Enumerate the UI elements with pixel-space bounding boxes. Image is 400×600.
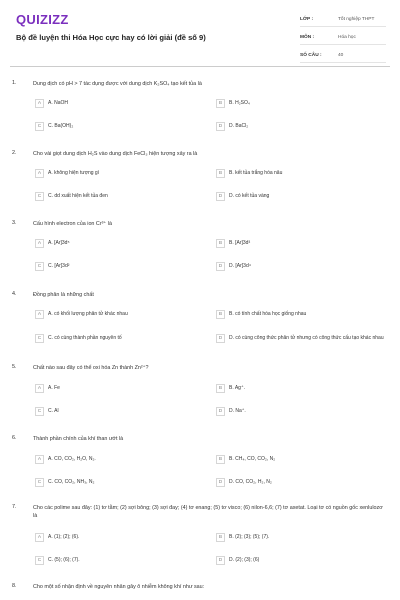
option-letter: C — [35, 478, 44, 487]
option-letter: A — [35, 99, 44, 108]
quizizz-logo: QUIZIZZ — [16, 12, 69, 27]
option-letter: C — [35, 122, 44, 131]
option-letter: A — [35, 239, 44, 248]
option-b[interactable] — [216, 531, 269, 543]
option-text: D. có kết tủa vàng — [229, 193, 270, 199]
option-text: C. Al — [48, 408, 59, 414]
option-letter: C — [35, 407, 44, 416]
option-b[interactable] — [216, 453, 275, 465]
option-b[interactable] — [216, 237, 250, 249]
option-a[interactable] — [35, 453, 96, 465]
option-text: A. CO, CO₂, H₂O, N₂. — [48, 456, 96, 462]
option-text: A. NaOH — [48, 100, 69, 106]
question-number: 8. — [12, 583, 17, 589]
option-a[interactable] — [35, 167, 99, 179]
option-letter: B — [216, 310, 225, 319]
question-number: 3. — [12, 220, 17, 226]
option-text: A. không hiện tượng gì — [48, 170, 100, 176]
question-text: Đồng phân là những chất — [33, 292, 94, 298]
option-text: B. có tính chất hóa học giống nhau — [229, 311, 307, 317]
meta-class-row — [300, 12, 386, 27]
question-number: 7. — [12, 504, 17, 510]
question-number: 1. — [12, 80, 17, 86]
option-c[interactable] — [35, 476, 94, 488]
option-d[interactable] — [216, 190, 269, 202]
option-d[interactable] — [216, 120, 248, 132]
option-text: A. Fe — [48, 385, 60, 391]
option-c[interactable] — [35, 554, 80, 566]
option-letter: A — [35, 384, 44, 393]
option-letter: C — [35, 192, 44, 201]
option-c[interactable] — [35, 332, 122, 344]
question-text: Chất nào sau đây có thể oxi hóa Zn thành Zn²⁺? — [33, 365, 149, 371]
option-text: D. (2); (3); (6) — [229, 557, 260, 563]
option-letter: D — [216, 407, 225, 416]
question-text: Cho một số nhận định về nguyên nhân gây ô nhiễm không khí như sau: — [33, 584, 205, 590]
option-a[interactable] — [35, 382, 60, 394]
option-text: B. CH₄, CO, CO₂, N₂ — [229, 456, 276, 462]
meta-value: Tốt nghiệp THPT — [338, 16, 375, 22]
option-text: D. Na⁺. — [229, 408, 246, 414]
meta-count-row — [300, 48, 386, 63]
option-text: A. có khối lượng phân tử khác nhau — [48, 311, 128, 317]
meta-key: SỐ CÂU : — [300, 52, 322, 58]
question-number: 6. — [12, 435, 17, 441]
option-letter: B — [216, 384, 225, 393]
option-letter: A — [35, 455, 44, 464]
option-d[interactable] — [216, 405, 246, 417]
option-b[interactable] — [216, 97, 250, 109]
option-text: D. có cùng công thức phân tử nhưng có công thức cấu tạo khác nhau — [229, 335, 384, 341]
option-text: A. (1); (2); (6). — [48, 534, 80, 540]
option-letter: A — [35, 169, 44, 178]
option-d[interactable] — [216, 476, 272, 488]
meta-value: 40 — [338, 52, 344, 58]
option-text: B. (2); (3); (5); (7). — [229, 534, 270, 540]
option-a[interactable] — [35, 308, 128, 320]
option-letter: D — [216, 122, 225, 131]
meta-value: Hóa học — [338, 34, 356, 40]
question-number: 5. — [12, 364, 17, 370]
option-letter: C — [35, 262, 44, 271]
question-text: Cho vài giọt dung dịch H₂S vào dung dịch FeCl₃ hiện tượng xảy ra là — [33, 151, 198, 157]
meta-key: LỚP : — [300, 16, 314, 22]
option-letter: A — [35, 310, 44, 319]
option-text: C. Ba(OH)₂ — [48, 123, 74, 129]
option-text: B. [Ar]3d³ — [229, 240, 251, 246]
option-c[interactable] — [35, 405, 59, 417]
option-letter: D — [216, 334, 225, 343]
option-text: A. [Ar]3d⁵ — [48, 240, 70, 246]
option-letter: B — [216, 239, 225, 248]
option-text: B. Ag⁺. — [229, 385, 245, 391]
option-text: C. có cùng thành phần nguyên tố — [48, 335, 122, 341]
option-letter: B — [216, 533, 225, 542]
option-c[interactable] — [35, 260, 69, 272]
option-d[interactable] — [216, 260, 251, 272]
meta-key: MÔN : — [300, 34, 315, 40]
worksheet-meta — [300, 12, 386, 66]
meta-subject-row — [300, 30, 386, 45]
question-text: Thành phần chính của khí than ướt là — [33, 436, 124, 442]
question-text: Dung dịch có pH > 7 tác dụng được với dung dịch K₂SO₄ tạo kết tủa là — [33, 81, 202, 87]
option-d[interactable] — [216, 332, 399, 344]
option-c[interactable] — [35, 190, 108, 202]
option-text: B. H₂SO₄ — [229, 100, 250, 106]
question-text: Cấu hình electron của ion Cr³⁺ là — [33, 221, 112, 227]
option-letter: D — [216, 556, 225, 565]
option-letter: B — [216, 455, 225, 464]
question-number: 2. — [12, 150, 17, 156]
option-b[interactable] — [216, 308, 306, 320]
page-title: Bộ đề luyện thi Hóa Học cực hay có lời giải (đề số 9) — [16, 33, 206, 42]
question-text: Cho các polime sau đây: (1) tơ tằm; (2) sợi bông; (3) sợi đay; (4) tơ enang; (5) tơ visco; (6) nilon-6,6; (7) tơ axetat. Loại tơ có nguồn gốc xenlulozơ là — [33, 505, 383, 519]
header-divider — [10, 66, 390, 67]
option-a[interactable] — [35, 97, 68, 109]
option-text: D. BaCl₂ — [229, 123, 249, 129]
option-text: C. CO, CO₂, NH₃, N₂ — [48, 479, 95, 485]
option-text: D. CO, CO₂, H₂, N₂ — [229, 479, 272, 485]
option-letter: D — [216, 192, 225, 201]
option-letter: D — [216, 262, 225, 271]
option-text: C. [Ar]3d² — [48, 263, 70, 269]
option-text: D. [Ar]3d⁴ — [229, 263, 251, 269]
option-letter: C — [35, 556, 44, 565]
option-letter: C — [35, 334, 44, 343]
option-letter: D — [216, 478, 225, 487]
question-number: 4. — [12, 291, 17, 297]
option-text: B. kết tủa trắng hóa nâu — [229, 170, 283, 176]
option-a[interactable] — [35, 237, 70, 249]
option-text: C. (5); (6); (7). — [48, 557, 80, 563]
option-letter: A — [35, 533, 44, 542]
option-a[interactable] — [35, 531, 79, 543]
option-d[interactable] — [216, 554, 259, 566]
option-letter: B — [216, 99, 225, 108]
option-text: C. dd xuất hiện kết tủa đen — [48, 193, 108, 199]
option-letter: B — [216, 169, 225, 178]
option-b[interactable] — [216, 382, 245, 394]
option-b[interactable] — [216, 167, 282, 179]
worksheet-header — [0, 0, 400, 68]
option-c[interactable] — [35, 120, 73, 132]
